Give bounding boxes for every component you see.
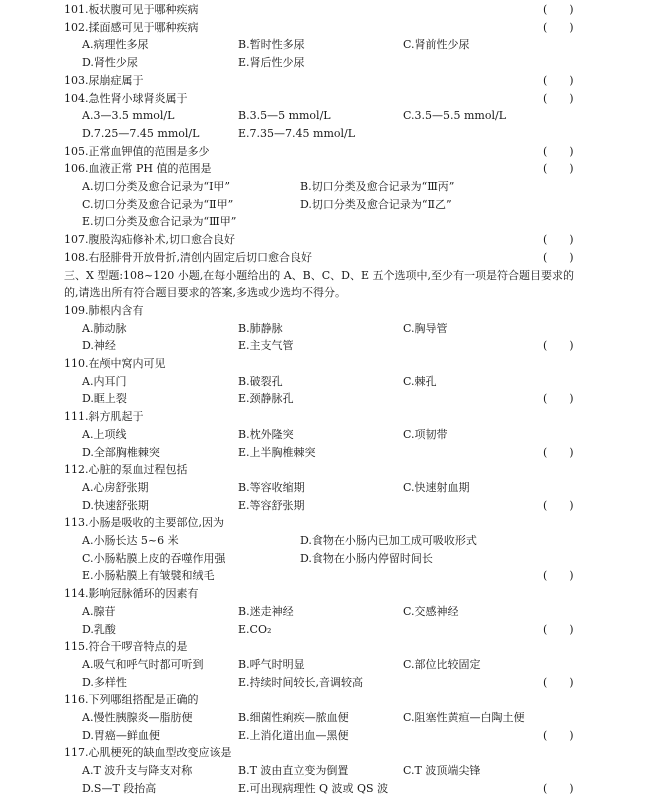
question-stem: 103.尿崩症属于 bbox=[64, 73, 144, 87]
question-stem: 116.下列哪组搭配是正确的 bbox=[64, 693, 199, 707]
answer-blank[interactable]: ( ) bbox=[543, 3, 574, 16]
answer-option: C.3.5—5.5 mmol/L bbox=[403, 109, 507, 123]
answer-option: D.肾性少尿 bbox=[82, 56, 138, 70]
answer-option: E.上消化道出血—黑便 bbox=[238, 728, 349, 742]
answer-option: E.肾后性少尿 bbox=[238, 56, 305, 70]
section-heading: 三、X 型题:108~120 小题,在每小题给出的 A、B、C、D、E 五个选项中,至少有一项是符合题目要求的 bbox=[64, 268, 575, 282]
answer-option: C.T 波顶端尖锋 bbox=[403, 764, 481, 778]
answer-option: B.破裂孔 bbox=[238, 374, 283, 388]
question-stem: 113.小肠是吸收的主要部位,因为 bbox=[64, 516, 224, 530]
answer-blank[interactable]: ( ) bbox=[543, 728, 574, 742]
answer-blank[interactable]: ( ) bbox=[543, 91, 574, 105]
answer-blank[interactable]: ( ) bbox=[543, 445, 574, 459]
answer-option: B.3.5—5 mmol/L bbox=[238, 109, 331, 123]
answer-option: D.切口分类及愈合记录为“Ⅱ乙” bbox=[300, 197, 452, 211]
answer-blank[interactable]: ( ) bbox=[543, 339, 574, 353]
answer-option: B.迷走神经 bbox=[238, 604, 294, 618]
question-stem: 108.右胫腓骨开放骨折,清创内固定后切口愈合良好 bbox=[64, 250, 312, 264]
answer-option: C.阻塞性黄疸—白陶土便 bbox=[403, 711, 525, 724]
question-stem: 111.斜方肌起于 bbox=[64, 410, 144, 424]
answer-option: E.颈静脉孔 bbox=[238, 392, 294, 406]
answer-blank[interactable]: ( ) bbox=[543, 162, 574, 176]
answer-option: A.心房舒张期 bbox=[82, 480, 149, 494]
answer-option: A.吸气和呼气时都可听到 bbox=[82, 657, 204, 671]
answer-option: D.7.25—7.45 mmol/L bbox=[82, 126, 200, 140]
answer-option: E.持续时间较长,音调较高 bbox=[238, 675, 364, 689]
section-heading: 的,请选出所有符合题目要求的答案,多选或少选均不得分。 bbox=[64, 286, 346, 300]
answer-blank[interactable]: ( ) bbox=[543, 498, 574, 512]
answer-option: D.全部胸椎棘突 bbox=[82, 445, 160, 459]
answer-option: C.交感神经 bbox=[403, 604, 459, 618]
question-stem: 106.血液正常 PH 值的范围是 bbox=[64, 162, 212, 176]
answer-option: A.T 波升支与降支对称 bbox=[82, 764, 193, 778]
answer-option: D.食物在小肠内停留时间长 bbox=[300, 551, 433, 565]
answer-option: D.眶上裂 bbox=[82, 392, 127, 406]
answer-option: A.腺苷 bbox=[82, 604, 116, 618]
answer-option: C.棘孔 bbox=[403, 374, 437, 388]
answer-option: E.CO₂ bbox=[238, 622, 272, 636]
answer-option: B.枕外隆突 bbox=[238, 427, 294, 441]
answer-option: D.S—T 段抬高 bbox=[82, 781, 157, 795]
answer-option: E.小肠粘膜上有皱襞和绒毛 bbox=[82, 569, 215, 583]
answer-blank[interactable]: ( ) bbox=[543, 569, 574, 583]
answer-option: B.等容收缩期 bbox=[238, 480, 305, 494]
answer-option: A.肺动脉 bbox=[82, 321, 127, 335]
answer-option: D.多样性 bbox=[82, 675, 127, 689]
question-stem: 107.腹股沟疝修补术,切口愈合良好 bbox=[64, 233, 235, 247]
answer-blank[interactable]: ( ) bbox=[543, 392, 574, 406]
answer-blank[interactable]: ( ) bbox=[543, 144, 574, 158]
answer-option: A.3—3.5 mmol/L bbox=[82, 109, 175, 123]
answer-option: A.上项线 bbox=[82, 427, 127, 441]
answer-option: D.神经 bbox=[82, 339, 116, 353]
answer-blank[interactable]: ( ) bbox=[543, 20, 574, 34]
answer-option: B.肺静脉 bbox=[238, 321, 283, 335]
answer-option: C.项韧带 bbox=[403, 427, 448, 441]
answer-option: E.可出现病理性 Q 波或 QS 波 bbox=[238, 781, 389, 795]
answer-blank[interactable]: ( ) bbox=[543, 675, 574, 689]
answer-option: D.乳酸 bbox=[82, 622, 116, 636]
answer-option: E.等容舒张期 bbox=[238, 498, 305, 512]
answer-option: C.快速射血期 bbox=[403, 480, 470, 494]
answer-option: C.小肠粘膜上皮的吞噬作用强 bbox=[82, 551, 226, 565]
answer-option: E.上半胸椎棘突 bbox=[238, 445, 316, 459]
answer-option: D.胃癌—鲜血便 bbox=[82, 728, 160, 742]
question-stem: 110.在颅中窝内可见 bbox=[64, 357, 166, 370]
question-stem: 101.板状腹可见于哪种疾病 bbox=[64, 3, 199, 16]
answer-blank[interactable]: ( ) bbox=[543, 622, 574, 636]
question-stem: 115.符合干啰音特点的是 bbox=[64, 640, 188, 654]
answer-blank[interactable]: ( ) bbox=[543, 233, 574, 247]
answer-option: B.切口分类及愈合记录为“Ⅲ丙” bbox=[300, 180, 455, 193]
question-stem: 114.影响冠脉循环的因素有 bbox=[64, 587, 199, 601]
answer-option: D.快速舒张期 bbox=[82, 498, 149, 512]
answer-option: E.7.35—7.45 mmol/L bbox=[238, 126, 356, 140]
answer-option: B.暂时性多尿 bbox=[238, 38, 305, 52]
answer-option: B.呼气时明显 bbox=[238, 657, 305, 671]
answer-blank[interactable]: ( ) bbox=[543, 73, 574, 87]
answer-option: E.主支气管 bbox=[238, 339, 294, 353]
question-stem: 104.急性肾小球肾炎属于 bbox=[64, 91, 188, 105]
answer-option: A.小肠长达 5~6 米 bbox=[82, 534, 179, 547]
question-stem: 105.正常血钾值的范围是多少 bbox=[64, 144, 210, 158]
question-stem: 102.揉面感可见于哪种疾病 bbox=[64, 20, 199, 34]
answer-option: B.T 波由直立变为倒置 bbox=[238, 764, 349, 778]
answer-blank[interactable]: ( ) bbox=[543, 781, 574, 795]
answer-option: E.切口分类及愈合记录为“Ⅲ甲” bbox=[82, 215, 237, 229]
answer-option: C.部位比较固定 bbox=[403, 657, 481, 671]
answer-option: A.切口分类及愈合记录为“Ⅰ甲” bbox=[82, 180, 231, 193]
answer-option: B.细菌性痢疾—脓血便 bbox=[238, 711, 349, 724]
answer-option: A.慢性胰腺炎—脂肪便 bbox=[82, 711, 193, 724]
answer-option: C.胸导管 bbox=[403, 321, 448, 335]
answer-option: D.食物在小肠内已加工成可吸收形式 bbox=[300, 534, 477, 547]
answer-blank[interactable]: ( ) bbox=[543, 250, 574, 264]
answer-option: C.切口分类及愈合记录为“Ⅱ甲” bbox=[82, 197, 234, 211]
answer-option: C.肾前性少尿 bbox=[403, 38, 470, 52]
question-stem: 109.肺根内含有 bbox=[64, 303, 144, 317]
answer-option: A.内耳门 bbox=[82, 374, 127, 388]
question-stem: 117.心肌梗死的缺血型改变应该是 bbox=[64, 746, 232, 760]
answer-option: A.病理性多尿 bbox=[82, 38, 149, 52]
question-stem: 112.心脏的泵血过程包括 bbox=[64, 463, 188, 477]
